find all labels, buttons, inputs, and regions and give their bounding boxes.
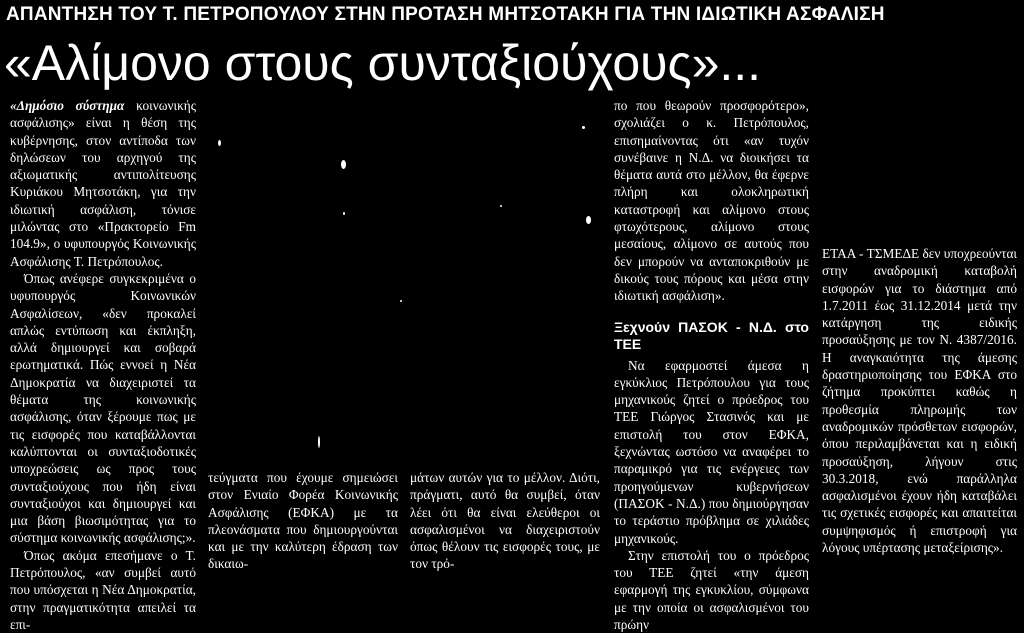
article-column-5 — [822, 245, 1017, 556]
scan-speck — [218, 140, 221, 146]
paragraph: ΕΤΑΑ - ΤΣΜΕΔΕ δεν υποχρεούνται στην αναδρομική καταβολή εισφορών για το διάστημα από 1.7.2011 έως 31.12.2014 μετά την κατάργηση της ειδικής προσαύξησης με τον Ν. 4387/2016. Η αναγκαιότητα της άμεσης δραστηριοποίησης του ΕΦΚΑ στο ζήτημα προκύπτει καθώς η προθεσμία πληρωμής των αναδρομικών πρόσθετων εισφορών, όπου περιλαμβάνεται και η ειδική προσαύξηση, λήγουν στις 30.3.2018, ενώ παράλληλα ασφαλισμένοι έχουν ήδη καταβάλει τις σχετικές εισφορές και απαιτείται συμψηφισμός ή επιστροφή για λόγους υπέρτασης μεταξείρισης». — [822, 246, 1017, 556]
scan-speck — [582, 126, 585, 129]
paragraph — [10, 97, 196, 270]
lead-phrase: «Δημόσιο σύστημα — [10, 98, 125, 113]
article-column-1 — [10, 97, 196, 633]
article-column-3 — [410, 469, 600, 573]
paragraph: μάτων αυτών για το μέλλον. Διότι, πράγματι, αυτό θα συμβεί, όταν λέει ότι θα είναι ελεύθεροι οι ασφαλισμένοι να διαχειριστούν όπως θέλουν τις εισφορές τους, με τον τρό- — [410, 470, 600, 572]
headline: «Αλίμονο στους συνταξιούχους»... — [4, 35, 762, 91]
kicker-heading: ΑΠΑΝΤΗΣΗ ΤΟΥ Τ. ΠΕΤΡΟΠΟΥΛΟΥ ΣΤΗΝ ΠΡΟΤΑΣΗ ΜΗΤΣΟΤΑΚΗ ΓΙΑ ΤΗΝ ΙΔΙΩΤΙΚΗ ΑΣΦΑΛΙΣΗ — [6, 4, 885, 25]
paragraph: τεύγματα που έχουμε σημειώσει στον Ενιαίο Φορέα Κοινωνικής Ασφάλισης (ΕΦΚΑ) με τα πλεονάσματα που δημιουργούνται και με την καλύτερη έδραση των δικαιω- — [208, 470, 398, 572]
paragraph: Να εφαρμοστεί άμεσα η εγκύκλιος Πετρόπουλου για τους μηχανικούς ζητεί ο πρόεδρος του ΤΕΕ Γιώργος Στασινός και με επιστολή του στον ΕΦΚΑ, ξεχνώντας ωστόσο να αναφέρει το παραμικρό για τις ενέργειες των προηγούμενων κυβερνήσεων (ΠΑΣΟΚ - Ν.Δ.) που δημιούργησαν το τεράστιο πρόβλημα σε χιλιάδες μηχανικούς. — [614, 357, 809, 546]
subheading: Ξεχνούν ΠΑΣΟΚ - Ν.Δ. στο ΤΕΕ — [614, 318, 809, 352]
scan-speck — [341, 160, 346, 169]
paragraph: πο που θεωρούν προσφορότερο», σχολιάζει ο κ. Πετρόπουλος, επισημαίνοντας ότι «αν τυχόν συνέβαινε η Ν.Δ. να διοικήσει τα θέματα αυτά στο μέλλον, θα έφερνε πλήρη και ολοκληρωτική καταστροφή και αλίμονο στους φτωχότερους, αλίμονο στους μεσαίους, αλίμονο σε αυτούς που δεν μπορούν να ανταποκριθούν με δικούς τους πόρους και μέσα στην ιδιωτική ασφάλιση». — [614, 98, 809, 304]
scan-speck — [343, 212, 345, 215]
paragraph-text: κοινωνικής ασφάλισης» είναι η θέση της κυβέρνησης, στον αντίποδα των δηλώσεων του αρχηγού της αξιωματικής αντιπολίτευσης Κυριάκου Μητσοτάκη, για την ιδιωτική ασφάλιση, τόνισε μιλώντας στο «Πρακτορείο Fm 104.9», ο υφυπουργός Κοινωνικής Ασφάλισης Τ. Πετρόπουλος. — [10, 98, 196, 269]
scan-speck — [318, 436, 320, 448]
scan-speck — [400, 300, 402, 302]
scan-speck — [586, 216, 591, 224]
paragraph: Όπως ακόμα επεσήμανε ο Τ. Πετρόπουλος, «αν συμβεί αυτό που υπόσχεται η Νέα Δημοκρατία, στην πραγματικότητα απειλεί τα επι- — [10, 547, 196, 632]
article-column-4 — [614, 97, 809, 633]
article-column-2 — [208, 469, 398, 573]
paragraph: Όπως ανέφερε συγκεκριμένα ο υφυπουργός Κοινωνικών Ασφαλίσεων, «δεν προκαλεί απλώς εντύπωση και έκπληξη, αλλά δημιουργεί και σοβαρά ερωτηματικά. Πώς εννοεί η Νέα Δημοκρατία να διαχειριστεί τα θέματα της κοινωνικής ασφάλισης, όταν ξέρουμε πως με τις εισφορές που καταβάλλονται καλύπτονται οι συνταξιοδοτικές υποχρεώσεις ως προς τους συνταξιούχους που ήδη είναι συνταξιούχοι και δημιουργεί και μια βάση βιωσιμότητας για το σύστημα κοινωνικής ασφάλισης;». — [10, 270, 196, 546]
paragraph: Στην επιστολή του ο πρόεδρος του ΤΕΕ ζητεί «την άμεση εφαρμογή της εγκυκλίου, σύμφωνα με την οποία οι ασφαλισμένοι του πρώην — [614, 547, 809, 633]
scan-speck — [500, 205, 502, 207]
